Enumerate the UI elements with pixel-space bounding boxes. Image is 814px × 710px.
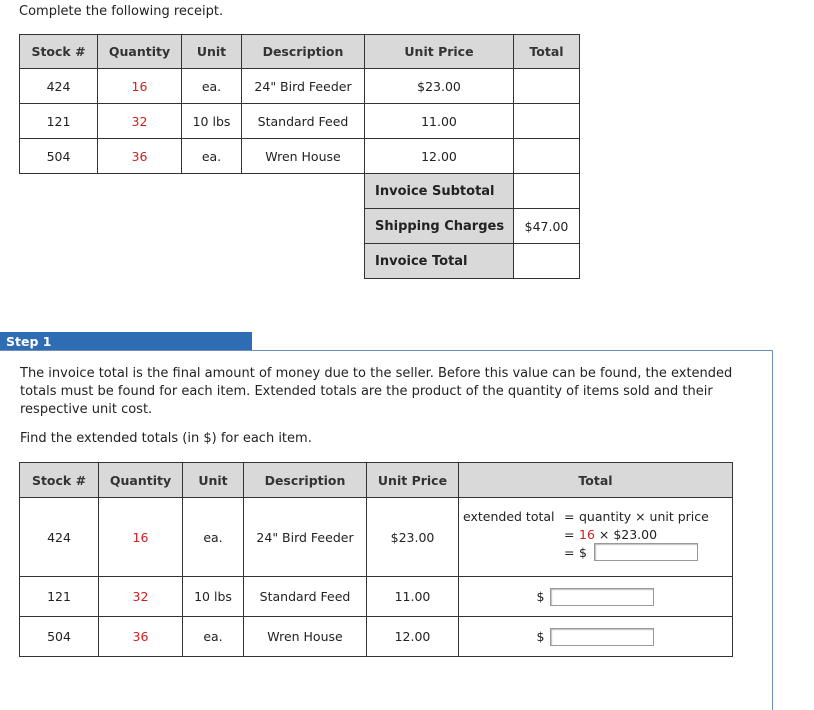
description-cell: Wren House xyxy=(242,139,365,174)
shipping-charges-value: $47.00 xyxy=(514,209,580,244)
description-cell: Wren House xyxy=(244,617,367,657)
unit-price-cell: 12.00 xyxy=(365,139,514,174)
equals-sign: = xyxy=(564,527,575,542)
equation-quantity: 16 xyxy=(579,527,595,542)
stock-cell: 504 xyxy=(20,617,99,657)
extended-total-equation xyxy=(463,508,723,566)
description-cell: 24" Bird Feeder xyxy=(242,69,365,104)
total-cell xyxy=(459,617,733,657)
equation-formula: quantity × unit price xyxy=(579,509,709,524)
total-cell xyxy=(514,69,580,104)
stock-cell: 504 xyxy=(20,139,98,174)
dollar-sign: $ xyxy=(579,545,587,560)
unit-price-cell: $23.00 xyxy=(367,498,459,577)
subtotal-row xyxy=(20,174,580,209)
step-tab: Step 1 xyxy=(0,332,252,351)
table-row xyxy=(20,69,580,104)
stock-cell: 424 xyxy=(20,498,99,577)
description-cell: Standard Feed xyxy=(244,577,367,617)
unit-cell: 10 lbs xyxy=(183,577,244,617)
step-instruction: Find the extended totals (in $) for each item. xyxy=(20,431,312,446)
stock-cell: 424 xyxy=(20,69,98,104)
col-header-description: Description xyxy=(242,35,365,69)
col-header-total: Total xyxy=(514,35,580,69)
unit-price-cell: $23.00 xyxy=(365,69,514,104)
quantity-cell: 16 xyxy=(99,498,183,577)
col-header-description: Description xyxy=(244,463,367,498)
stock-cell: 121 xyxy=(20,104,98,139)
quantity-cell: 36 xyxy=(98,139,182,174)
table-row xyxy=(20,139,580,174)
invoice-subtotal-label: Invoice Subtotal xyxy=(365,174,514,209)
intro-text: Complete the following receipt. xyxy=(19,4,224,19)
unit-price-cell: 12.00 xyxy=(367,617,459,657)
extended-total-input-121[interactable] xyxy=(550,588,654,606)
quantity-cell: 16 xyxy=(98,69,182,104)
shipping-charges-label: Shipping Charges xyxy=(365,209,514,244)
equals-sign: = xyxy=(564,545,575,560)
extended-total-input-424[interactable] xyxy=(594,543,698,561)
col-header-unit-price: Unit Price xyxy=(365,35,514,69)
quantity-cell: 32 xyxy=(98,104,182,139)
equation-lhs: extended total xyxy=(463,509,555,524)
col-header-total: Total xyxy=(459,463,733,498)
invoice-subtotal-value xyxy=(514,174,580,209)
total-cell xyxy=(459,577,733,617)
receipt-table xyxy=(19,34,580,279)
quantity-cell: 32 xyxy=(99,577,183,617)
unit-cell: ea. xyxy=(182,139,242,174)
extended-total-input-504[interactable] xyxy=(550,628,654,646)
quantity-cell: 36 xyxy=(99,617,183,657)
equals-sign: = xyxy=(564,509,575,524)
total-cell xyxy=(514,139,580,174)
equation-calculation xyxy=(579,527,657,542)
table-row xyxy=(20,577,733,617)
description-cell: Standard Feed xyxy=(242,104,365,139)
total-cell xyxy=(514,104,580,139)
equation-times-price: × $23.00 xyxy=(594,527,658,542)
dollar-sign: $ xyxy=(536,629,545,644)
unit-price-cell: 11.00 xyxy=(367,577,459,617)
unit-price-cell: 11.00 xyxy=(365,104,514,139)
invoice-total-label: Invoice Total xyxy=(365,244,514,279)
unit-cell: ea. xyxy=(182,69,242,104)
dollar-sign: $ xyxy=(536,589,545,604)
table-row xyxy=(20,498,733,577)
col-header-unit: Unit xyxy=(183,463,244,498)
col-header-unit: Unit xyxy=(182,35,242,69)
col-header-unit-price: Unit Price xyxy=(367,463,459,498)
shipping-row xyxy=(20,209,580,244)
unit-cell: ea. xyxy=(183,617,244,657)
invoice-total-value xyxy=(514,244,580,279)
unit-cell: 10 lbs xyxy=(182,104,242,139)
extended-totals-table xyxy=(19,462,733,657)
table-row xyxy=(20,104,580,139)
col-header-stock: Stock # xyxy=(20,35,98,69)
col-header-quantity: Quantity xyxy=(98,35,182,69)
unit-cell: ea. xyxy=(183,498,244,577)
stock-cell: 121 xyxy=(20,577,99,617)
total-row xyxy=(20,244,580,279)
table-row xyxy=(20,617,733,657)
col-header-quantity: Quantity xyxy=(99,463,183,498)
total-cell xyxy=(459,498,733,577)
step-explanation: The invoice total is the final amount of money due to the seller. Before this value can be found, the extended totals must be found for each item. Extended totals are the product of the quantity of items sold and their respective unit cost. xyxy=(20,366,733,417)
description-cell: 24" Bird Feeder xyxy=(244,498,367,577)
col-header-stock: Stock # xyxy=(20,463,99,498)
